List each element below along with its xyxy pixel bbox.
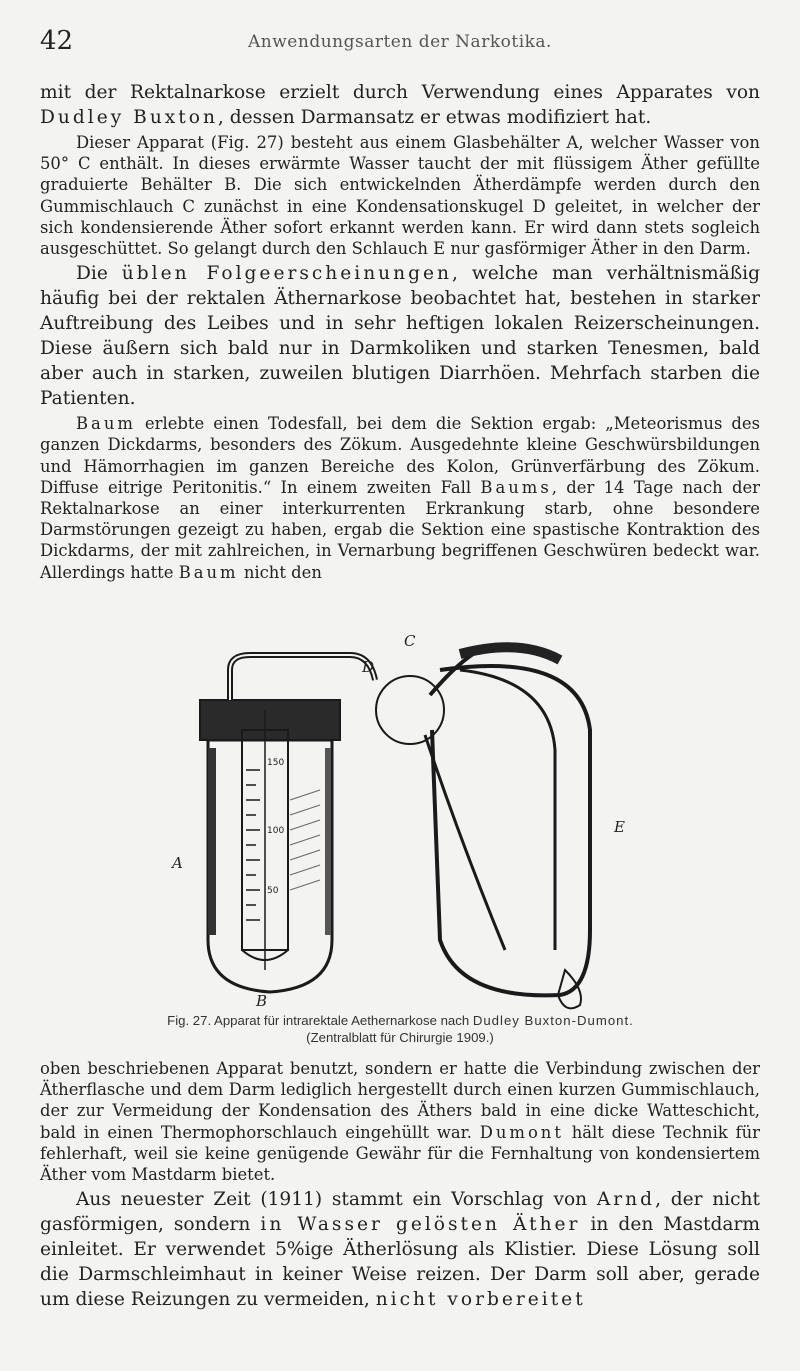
text-run: nicht den xyxy=(238,562,322,582)
scale-150: 150 xyxy=(267,758,285,768)
figure-27-apparatus xyxy=(160,632,640,1010)
label-e: E xyxy=(614,818,625,836)
running-title: Anwendungsarten der Narkotika. xyxy=(248,32,552,52)
label-d: D xyxy=(362,658,375,676)
label-c: C xyxy=(404,632,416,650)
apparatus-illustration xyxy=(160,640,640,1010)
text-run: Fig. 27. Apparat für intrarektale Aethernarkose nach xyxy=(167,1013,473,1028)
paragraph-1 xyxy=(40,80,760,130)
text-run: . xyxy=(629,1013,633,1028)
label-b: B xyxy=(256,992,268,1010)
tube-c xyxy=(230,655,375,700)
container-a-stopper xyxy=(200,700,340,740)
author-name: Arnd xyxy=(596,1189,656,1211)
author-name: Dudley Buxton-Dumont xyxy=(472,1013,630,1028)
paragraph-3 xyxy=(40,261,760,411)
paragraph-4 xyxy=(40,413,760,583)
author-name: Baum xyxy=(178,562,239,582)
scale-100: 100 xyxy=(267,826,285,836)
text-run: , der nicht gasförmigen, sondern xyxy=(40,1189,760,1236)
text-run: Aus neuester Zeit (1911) stammt ein Vorschlag von xyxy=(76,1189,597,1211)
author-name: Dudley Buxton xyxy=(40,107,218,128)
text-block-upper xyxy=(40,80,760,583)
author-name: Baum xyxy=(76,414,136,434)
emphasis-spaced: üblen Folgeerscheinungen xyxy=(121,263,453,285)
rectal-tip xyxy=(558,970,581,1008)
label-a: A xyxy=(172,854,183,872)
caption-line-1 xyxy=(40,1012,760,1029)
paragraph-2: Dieser Apparat (Fig. 27) besteht aus einem Glasbehälter A, welcher Wasser von 50° C enthält. In dieses erwärmte Wasser taucht der mit flüssigem Äther gefüllte graduierte Behälter B. Die sich entwickelnden Ätherdämpfe werden durch den Gummischlauch C zunächst in eine Kondensationskugel D geleitet, in welcher der sich kondensierende Äther sofort erkannt werden kann. Er wird dann stets sogleich ausgeschüttet. So gelangt durch den Schlauch E nur gasförmiger Äther in den Darm. xyxy=(40,133,760,259)
container-a-body xyxy=(208,740,332,992)
text-run: hält diese Technik für fehlerhaft, weil sie keine genügende Gewähr für die Fernhaltung von kondensiertem Äther vom Mastdarm bietet. xyxy=(40,1122,761,1185)
running-header xyxy=(40,26,760,56)
scale-ticks xyxy=(246,770,260,920)
caption-line-2: (Zentralblatt für Chirurgie 1909.) xyxy=(306,1030,494,1045)
text-run: in den Mastdarm einleitet. Er verwendet 5%ige Ätherlösung als Klistier. Diese Lösung soll die Darmschleimhaut in keiner Weise reizen. Der Darm soll aber, gerade um diese Reizungen zu vermeiden, xyxy=(40,1214,760,1311)
paragraph-6 xyxy=(40,1187,760,1312)
text-block-lower xyxy=(40,1058,760,1312)
paragraph-5 xyxy=(40,1058,760,1185)
text-run: mit der Rektalnarkose erzielt durch Verwendung eines Apparates von xyxy=(40,82,760,103)
text-run: , dessen Darmansatz er etwas modifiziert hat. xyxy=(217,107,652,128)
text-run: , welche man verhältnismäßig häufig bei der rektalen Äthernarkose beobachtet hat, bestehen in starker Auftreibung des Leibes und in sehr heftigen lokalen Reizerscheinungen. Diese äußern sich bald nur in Darmkoliken und starken Tenesmen, bald aber auch in starken, zuweilen blutigen Diarrhöen. Mehrfach starben die Patienten. xyxy=(40,263,760,410)
figure-caption xyxy=(40,1012,760,1046)
page-number: 42 xyxy=(40,26,74,56)
emphasis-spaced: in Wasser gelösten Äther xyxy=(260,1214,581,1236)
tube-e xyxy=(432,666,590,995)
text-run: Die xyxy=(76,263,122,285)
scale-50: 50 xyxy=(267,886,279,896)
author-name: Baums xyxy=(480,477,552,497)
emphasis-spaced: nicht vorbereitet xyxy=(375,1289,586,1311)
author-name: Dumont xyxy=(479,1122,564,1142)
text-run: oben beschriebenen Apparat benutzt, sondern er hatte die Verbindung zwischen der Ätherflasche und dem Darm lediglich hergestellt durch einen kurzen Gummischlauch, der zur Vermeidung der Kondensation des Äthers bald in eine dicke Watteschicht, bald in einen Thermophorschlauch eingehüllt war. xyxy=(40,1059,760,1142)
text-run: erlebte einen Todesfall, bei dem die Sektion ergab: „Meteorismus des ganzen Dickdarms, besonders des Zökum. Ausgedehnte kleine Geschwürsbildungen und Hämorrhagien im ganzen Bereiche des Kolon, Grünverfärbung des Zökum. Diffuse eitrige Peritonitis.“ In einem zweiten Fall xyxy=(40,414,760,497)
text-run: , der 14 Tage nach der Rektalnarkose an einer interkurrenten Erkrankung starb, ohne besondere Darmstörungen gezeigt zu haben, ergab die Sektion eine spastische Kontraktion des Dickdarms, der mit zahlreichen, in Vernarbung begriffenen Geschwüren bedeckt war. Allerdings hatte xyxy=(40,477,761,582)
